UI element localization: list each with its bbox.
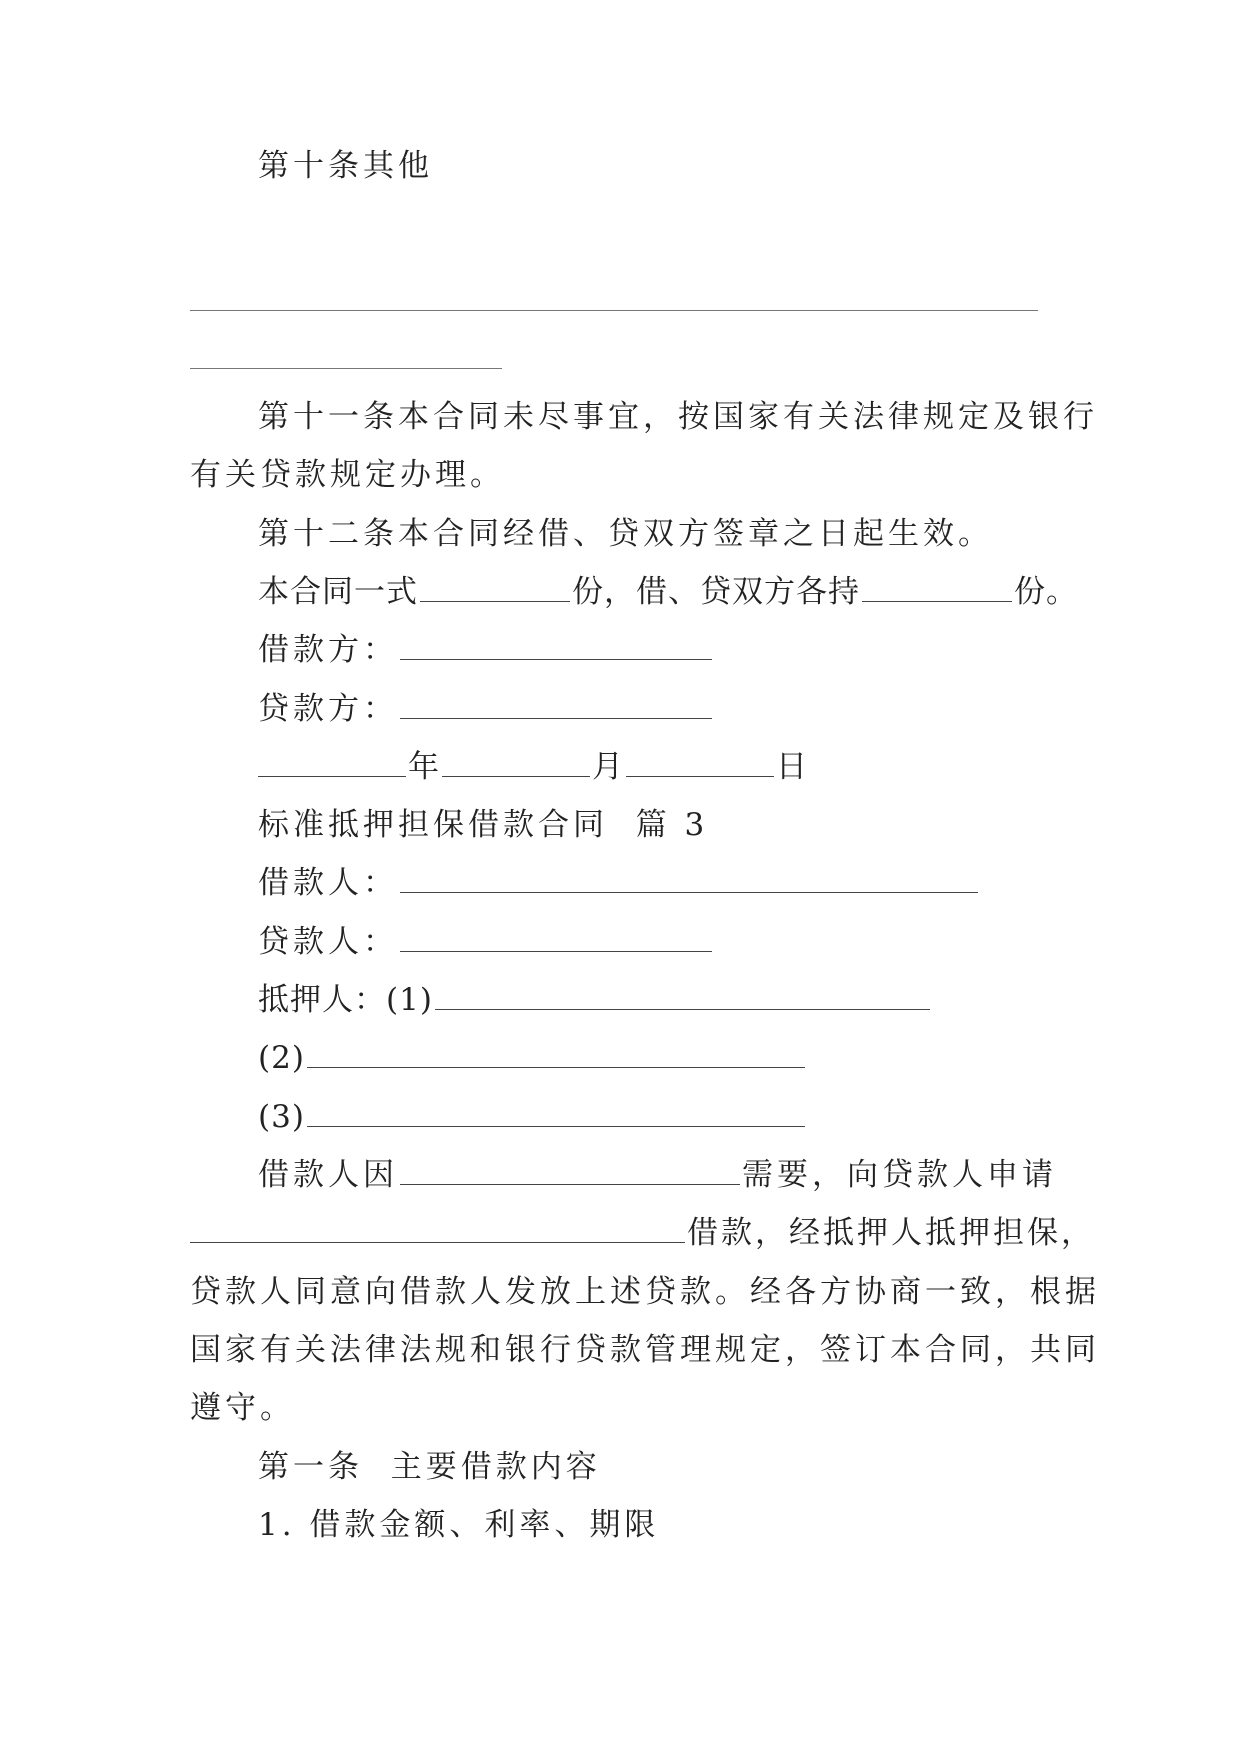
item-1: 1. 借款金额、利率、期限 <box>258 1507 660 1543</box>
month-label: 月 <box>592 749 624 785</box>
borrower-label: 借款人： <box>258 865 398 901</box>
year-label: 年 <box>408 749 440 785</box>
copies-text-a: 本合同一式 <box>258 574 418 610</box>
intro-line-1 <box>258 1155 1057 1195</box>
lender-label: 贷款人： <box>258 924 398 960</box>
purpose-blank <box>400 1156 740 1185</box>
article-1-heading: 第一条 主要借款内容 <box>258 1449 601 1485</box>
mortgagor-3-label: (3) <box>258 1099 305 1135</box>
mortgagor-2-blank <box>307 1039 805 1068</box>
article-11-line2: 有关贷款规定办理。 <box>190 457 505 493</box>
intro-text-c: 借款，经抵押人抵押担保， <box>687 1215 1095 1251</box>
mortgagor-line-1 <box>258 980 932 1020</box>
article-12: 第十二条本合同经借、贷双方签章之日起生效。 <box>258 516 993 552</box>
copies-text-b: 份，借、贷双方各持 <box>572 574 860 610</box>
mortgagor-label: 抵押人：(1) <box>258 982 433 1018</box>
intro-line-4: 国家有关法律法规和银行贷款管理规定，签订本合同，共同 <box>190 1332 1100 1368</box>
year-blank <box>258 748 406 777</box>
lender-party-label: 贷款方： <box>258 691 398 727</box>
mortgagor-2-label: (2) <box>258 1040 305 1076</box>
article-11-line1: 第十一条本合同未尽事宜，按国家有关法律规定及银行 <box>258 399 1098 435</box>
copies-total-blank <box>420 573 570 602</box>
copies-each-blank <box>862 573 1012 602</box>
mortgagor-line-3 <box>258 1097 807 1137</box>
day-blank <box>626 748 774 777</box>
intro-line-2 <box>190 1213 1095 1253</box>
borrower-blank <box>400 864 978 893</box>
copies-line <box>258 572 1078 612</box>
intro-text-a: 借款人因 <box>258 1157 398 1193</box>
intro-line-5: 遵守。 <box>190 1390 295 1426</box>
mortgagor-1-blank <box>435 981 930 1010</box>
fill-line-long <box>190 310 1038 311</box>
month-blank <box>442 748 590 777</box>
borrower-party-line <box>258 630 714 670</box>
borrower-party-label: 借款方： <box>258 632 398 668</box>
borrower-line <box>258 863 980 903</box>
loan-amount-blank <box>190 1214 685 1243</box>
lender-party-blank <box>400 690 712 719</box>
section-title: 标准抵押担保借款合同 篇 3 <box>258 807 709 843</box>
day-label: 日 <box>776 749 808 785</box>
copies-text-c: 份。 <box>1014 574 1078 610</box>
mortgagor-line-2 <box>258 1038 807 1078</box>
fill-line-short <box>190 368 502 369</box>
intro-line-3: 贷款人同意向借款人发放上述贷款。经各方协商一致，根据 <box>190 1274 1100 1310</box>
article-10-heading: 第十条其他 <box>258 148 433 184</box>
intro-text-b: 需要，向贷款人申请 <box>742 1157 1057 1193</box>
date-line <box>258 747 808 787</box>
lender-party-line <box>258 689 714 729</box>
mortgagor-3-blank <box>307 1098 805 1127</box>
borrower-party-blank <box>400 631 712 660</box>
lender-blank <box>400 923 712 952</box>
lender-line <box>258 922 714 962</box>
